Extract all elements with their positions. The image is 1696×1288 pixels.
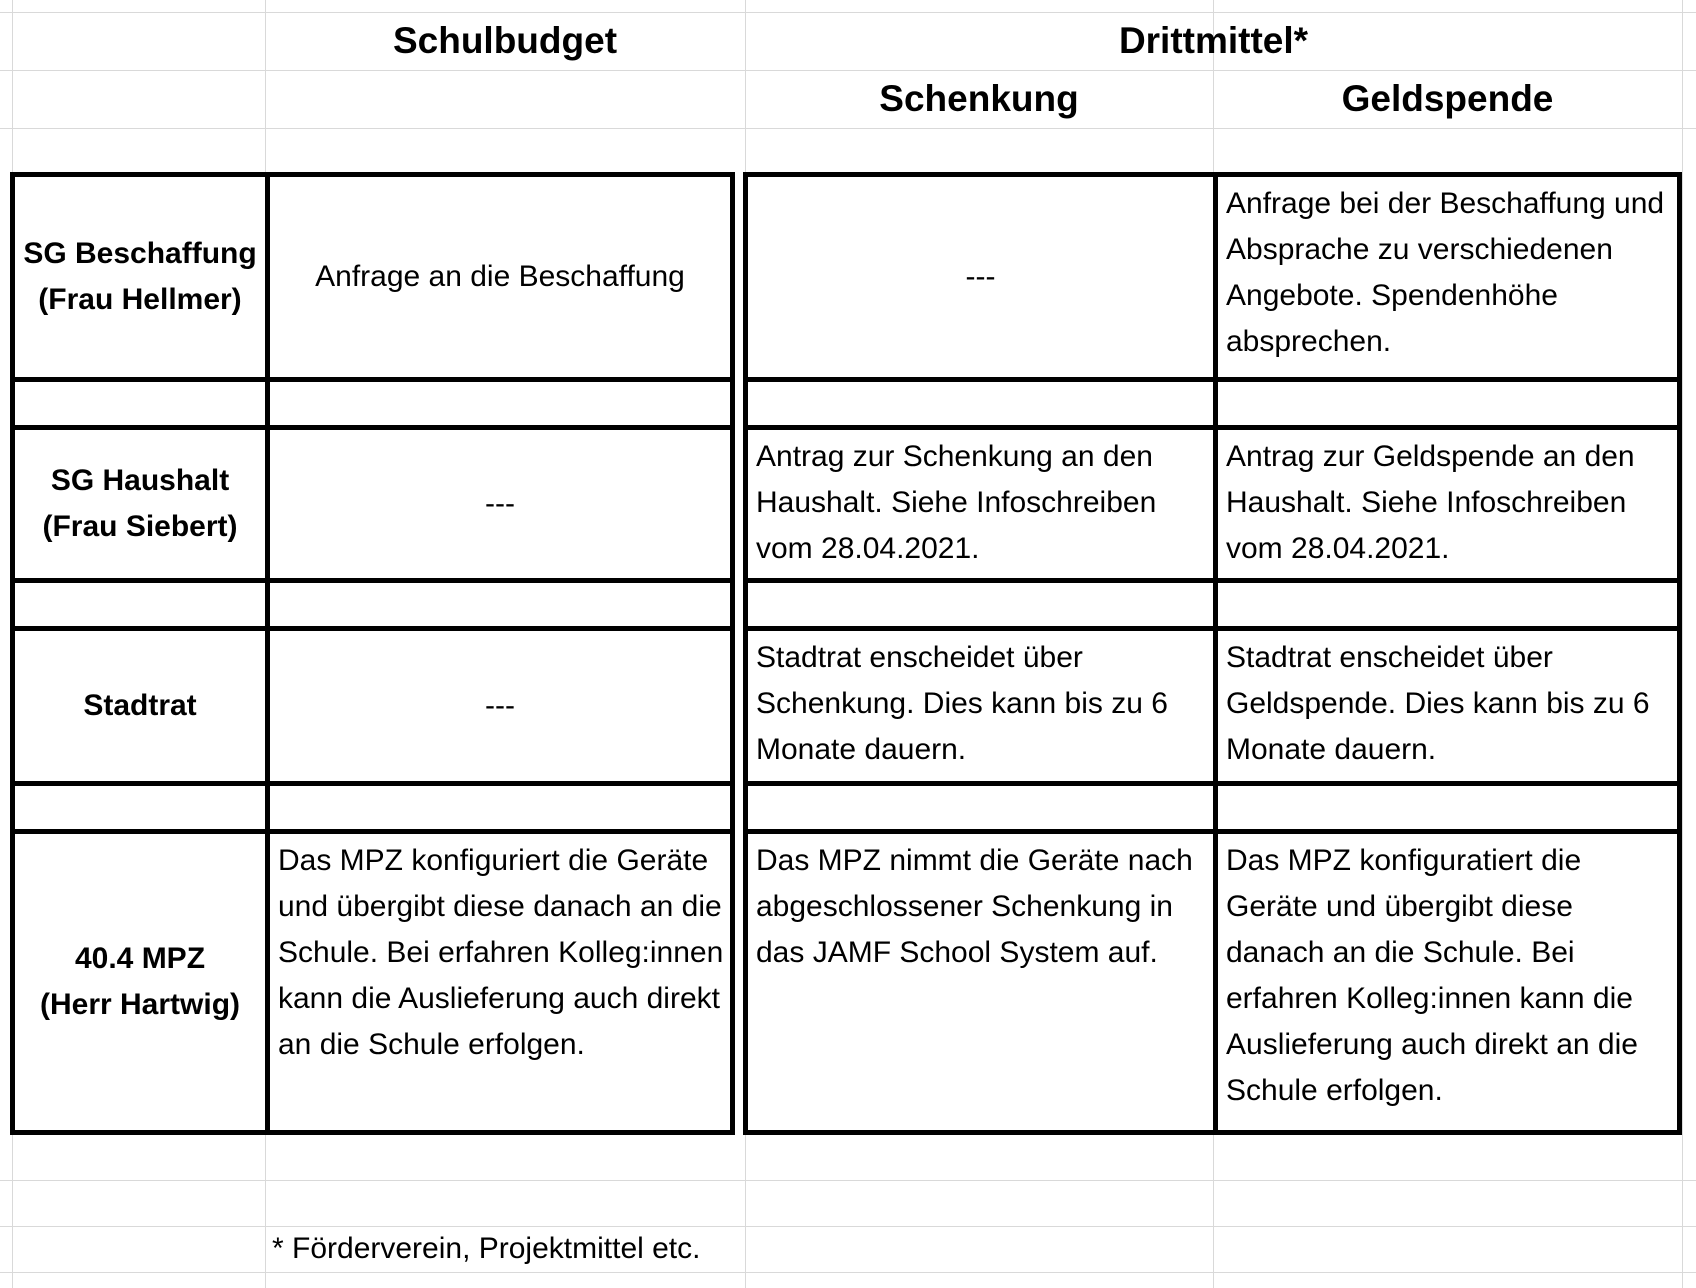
row-label-stadtrat xyxy=(15,631,265,781)
footnote: * Förderverein, Projektmittel etc. xyxy=(272,1232,701,1265)
row-label-line2: (Frau Siebert) xyxy=(42,510,238,543)
row-label-sg-haushalt xyxy=(15,430,265,578)
table-left xyxy=(10,172,735,1135)
cell-schenkung-haushalt: Antrag zur Schenkung an den Haushalt. Siehe Infoschreiben vom 28.04.2021. xyxy=(756,440,1157,565)
cell-schenkung-beschaffung: --- xyxy=(965,260,996,293)
row-label-line1: 40.4 MPZ xyxy=(74,942,206,975)
header-schenkung: Schenkung xyxy=(879,78,1079,119)
cell-schulbudget-stadtrat: --- xyxy=(485,689,515,722)
cell-schulbudget-haushalt: --- xyxy=(485,487,515,520)
header-geldspende: Geldspende xyxy=(1341,78,1554,119)
cell-schulbudget-beschaffung: Anfrage an die Beschaffung xyxy=(315,260,685,293)
row-label-line1: SG Haushalt xyxy=(50,464,230,497)
cell-schenkung-mpz: Das MPZ nimmt die Geräte nach abgeschlossener Schenkung in das JAMF School System auf. xyxy=(756,844,1193,969)
cell-schulbudget-mpz: Das MPZ konfiguriert die Geräte und übergibt diese danach an die Schule. Bei erfahren Kolleg:innen kann die Auslieferung auch direkt an die Schule erfolgen. xyxy=(278,844,724,1061)
cell-geldspende-haushalt: Antrag zur Geldspende an den Haushalt. Siehe Infoschreiben vom 28.04.2021. xyxy=(1226,440,1635,565)
cell-geldspende-stadtrat: Stadtrat enscheidet über Geldspende. Dies kann bis zu 6 Monate dauern. xyxy=(1226,641,1650,766)
row-label-line1: Stadtrat xyxy=(83,689,197,722)
cell-schenkung-stadtrat: Stadtrat enscheidet über Schenkung. Dies kann bis zu 6 Monate dauern. xyxy=(756,641,1168,766)
cell-geldspende-beschaffung: Anfrage bei der Beschaffung und Absprache zu verschiedenen Angebote. Spendenhöhe absprechen. xyxy=(1226,187,1665,358)
row-label-mpz xyxy=(15,834,265,1130)
header-schulbudget: Schulbudget xyxy=(392,20,618,61)
row-label-line2: (Herr Hartwig) xyxy=(39,988,241,1021)
row-label-line2: (Frau Hellmer) xyxy=(38,283,242,316)
cell-geldspende-mpz: Das MPZ konfiguratiert die Geräte und übergibt diese danach an die Schule. Bei erfahren Kolleg:innen kann die Auslieferung auch direkt an die Schule erfolgen. xyxy=(1226,844,1638,1107)
table-right xyxy=(743,172,1682,1135)
row-label-sg-beschaffung xyxy=(15,177,265,377)
header-drittmittel: Drittmittel* xyxy=(1118,20,1309,61)
row-label-line1: SG Beschaffung xyxy=(23,237,257,270)
